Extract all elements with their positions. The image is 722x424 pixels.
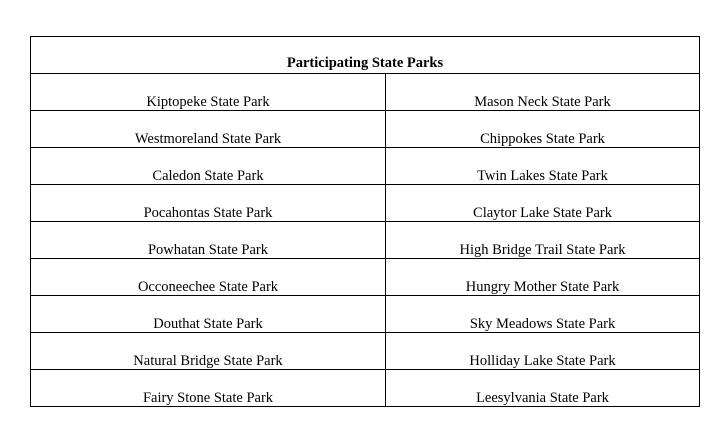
- table-row: [31, 185, 700, 222]
- table-row: [31, 259, 700, 296]
- table-row: [31, 222, 700, 259]
- park-name-cell: Claytor Lake State Park: [386, 185, 700, 222]
- table-row: [31, 333, 700, 370]
- park-name-cell: Occoneechee State Park: [31, 259, 386, 296]
- park-name-cell: Hungry Mother State Park: [386, 259, 700, 296]
- park-name-cell: Leesylvania State Park: [386, 370, 700, 407]
- table-row: [31, 74, 700, 111]
- table-row: [31, 370, 700, 407]
- park-name-cell: Westmoreland State Park: [31, 111, 386, 148]
- park-name-cell: Chippokes State Park: [386, 111, 700, 148]
- table-title: Participating State Parks: [31, 37, 700, 74]
- park-name-cell: Twin Lakes State Park: [386, 148, 700, 185]
- table-row: [31, 148, 700, 185]
- park-name-cell: Caledon State Park: [31, 148, 386, 185]
- park-name-cell: High Bridge Trail State Park: [386, 222, 700, 259]
- park-name-cell: Powhatan State Park: [31, 222, 386, 259]
- table-row: [31, 111, 700, 148]
- park-name-cell: Pocahontas State Park: [31, 185, 386, 222]
- park-name-cell: Natural Bridge State Park: [31, 333, 386, 370]
- park-name-cell: Holliday Lake State Park: [386, 333, 700, 370]
- table-row: [31, 296, 700, 333]
- participating-parks-table: [30, 36, 700, 407]
- table-header-row: [31, 37, 700, 74]
- park-name-cell: Sky Meadows State Park: [386, 296, 700, 333]
- park-name-cell: Douthat State Park: [31, 296, 386, 333]
- park-name-cell: Kiptopeke State Park: [31, 74, 386, 111]
- park-name-cell: Mason Neck State Park: [386, 74, 700, 111]
- park-name-cell: Fairy Stone State Park: [31, 370, 386, 407]
